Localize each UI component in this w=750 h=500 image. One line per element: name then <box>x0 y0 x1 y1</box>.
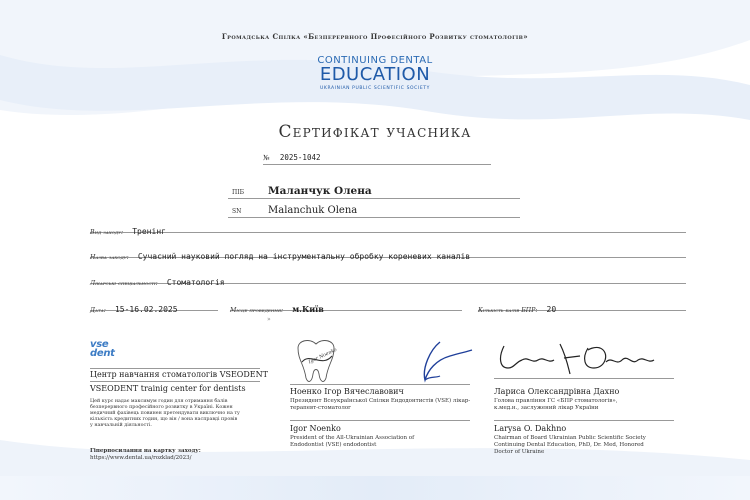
participant-sn-row <box>228 204 520 218</box>
signer2-divider-2 <box>494 420 674 421</box>
noenko-signature-stroke <box>424 342 472 380</box>
participant-name-en: Malanchuk Olena <box>268 205 358 216</box>
center-name-en: VSEODENT trainig center for dentists <box>90 384 246 393</box>
signer1-name-en: Igor Noenko <box>290 424 341 433</box>
place-label: Місце проведення: <box>230 307 284 314</box>
signer1-name-ua: Ноенко Ігор Вячеславович <box>290 387 404 396</box>
event-points: 20 <box>546 305 557 314</box>
dakhno-signature <box>494 338 694 378</box>
decorative-dot: » <box>267 316 271 323</box>
center-divider-2 <box>90 381 260 382</box>
bottom-decorative-band <box>0 476 750 500</box>
training-center-block <box>90 339 280 461</box>
signer2-name-en: Larysa O. Dakhno <box>494 424 567 433</box>
specialty: Стоматологія <box>166 278 225 287</box>
points-row <box>478 297 686 314</box>
center-divider <box>90 368 260 369</box>
signer2-name-ua: Лариса Олександрівна Дахно <box>494 387 620 396</box>
certificate-number: 2025-1042 <box>279 153 321 162</box>
certificate-number-row <box>263 153 491 165</box>
event-name: Сучасний науковий погляд на інструментальну обробку кореневих каналів <box>137 252 471 261</box>
specialty-label: Лікарські спеціальності: <box>90 280 158 287</box>
certificate-title: Сертифікат учасника <box>278 122 472 142</box>
event-date: 15-16.02.2025 <box>114 305 178 314</box>
center-note: Цей курс надає максимум годин для отримання балів безперервного професійного розвитку в Україні. Кожен медичний фахівець повинен претендувати виключно на ту кількість кредитних годин, що він / вона насправді провів у навчальній діяльності. <box>90 399 240 428</box>
event-link-label: Гіперпосилання на картку заходу: <box>90 448 201 454</box>
signer1-title-en: President of the All-Ukrainian Association of Endodontist (VSE) endodontist <box>290 435 415 448</box>
event-type-row <box>90 219 686 236</box>
specialty-row <box>90 270 686 287</box>
vsedent-logo-line1: vse <box>90 339 109 350</box>
participant-name-row <box>228 185 520 199</box>
signer2-divider <box>494 378 674 379</box>
organization-name: Громадська Спілка «Безперервного Професійного Розвитку стоматологів» <box>221 32 529 41</box>
pib-label: ПІБ <box>232 189 245 196</box>
event-name-row <box>90 244 686 261</box>
vsedent-logo-line2: dent <box>90 348 115 359</box>
vsedent-logo <box>90 340 280 358</box>
signer2-title-en: Chairman of Board Ukrainian Public Scientific Society Continuing Dental Education, PhD, Dr. Med, Honored Doctor of Ukraine <box>494 435 646 455</box>
cde-logo <box>300 56 450 96</box>
date-label: Дата: <box>90 307 106 314</box>
place-row <box>230 297 462 314</box>
event-type: Тренінг <box>132 227 166 236</box>
center-name-ua: Центр навчання стоматологів VSEODENT <box>90 370 268 379</box>
date-row <box>90 297 218 314</box>
certificate-number-label: № <box>263 154 270 162</box>
logo-sub-text: UKRAINIAN PUBLIC SCIENTIFIC SOCIETY <box>320 86 430 91</box>
sn-label: SN <box>232 208 242 215</box>
signer1-title-ua: Президент Всеукраїнської Спілки Ендодонтистів (VSE) лікар-терапевт-стоматолог <box>290 398 471 411</box>
event-type-label: Вид заходу: <box>90 229 124 236</box>
event-place: м.Київ <box>292 304 324 314</box>
seal-text: Igor Noenko <box>308 347 338 366</box>
noenko-signature-stroke-2 <box>425 376 440 380</box>
signer1-divider <box>290 384 470 385</box>
points-label: Кількість балів БПР: <box>478 307 538 314</box>
participant-name-ua: Маланчук Олена <box>268 185 372 197</box>
signer2-title-ua: Голова правління ГС «БПР стоматологів», к.мед.н., заслужений лікар України <box>494 398 618 411</box>
signer1-divider-2 <box>290 420 470 421</box>
logo-top-text: CONTINUING DENTAL <box>317 55 433 66</box>
event-name-label: Назва заходу: <box>90 254 129 261</box>
event-link: https://www.dental.ua/rozklad/2023/ <box>90 455 192 461</box>
logo-main-text: EDUCATION <box>319 64 431 85</box>
